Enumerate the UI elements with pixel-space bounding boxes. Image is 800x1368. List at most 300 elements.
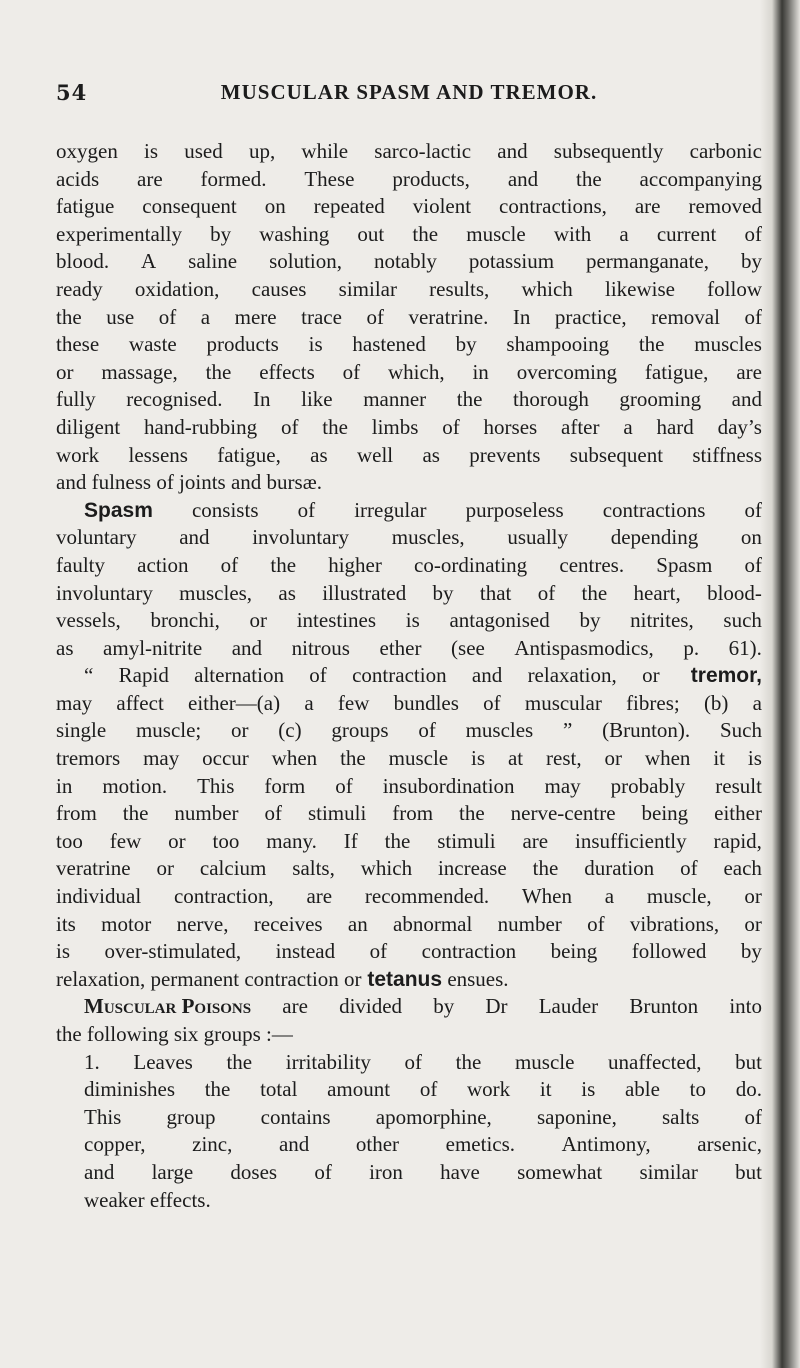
word: by — [740, 249, 762, 274]
word: p. — [683, 635, 700, 660]
word: muscle — [466, 221, 526, 246]
word: Spasm — [656, 552, 713, 577]
word: being — [550, 939, 598, 964]
word: irregular — [354, 497, 427, 522]
word: a — [604, 884, 615, 909]
word: alternation — [194, 663, 284, 688]
word: as — [310, 442, 328, 467]
text-line — [56, 276, 762, 304]
word: as — [422, 442, 440, 467]
text-line — [56, 993, 762, 1021]
text-line — [56, 580, 762, 608]
word: large — [151, 1159, 194, 1184]
word: a — [752, 690, 762, 715]
word: experimentally — [56, 221, 182, 246]
word: muscles, — [391, 525, 465, 550]
word: prevents — [469, 442, 541, 467]
word: by — [455, 332, 477, 357]
word: of — [264, 801, 282, 826]
word: the — [205, 359, 232, 384]
word: of — [404, 1049, 423, 1074]
word: either — [714, 801, 762, 826]
word: a — [619, 221, 629, 246]
bold-term: tetanus — [361, 967, 443, 991]
word: veratrine. — [408, 304, 489, 329]
word: nitrites, — [630, 608, 694, 633]
word: apomorphine, — [375, 1104, 492, 1129]
word: but — [735, 1049, 762, 1074]
word: horses — [483, 414, 538, 439]
word: contraction — [421, 939, 517, 964]
word: the — [412, 221, 439, 246]
word: products, — [392, 166, 470, 191]
word: abnormal — [393, 911, 473, 936]
text-line — [56, 331, 762, 359]
word: each — [723, 856, 762, 881]
word: by — [432, 580, 454, 605]
word: saponine, — [536, 1104, 617, 1129]
word: effects — [259, 359, 315, 384]
word: by — [433, 994, 455, 1019]
word: amyl-nitrite — [103, 635, 203, 660]
word: illustrated — [322, 580, 407, 605]
word: the — [322, 414, 348, 439]
word: usually — [507, 525, 569, 550]
word: is — [56, 939, 71, 964]
word: or — [744, 884, 762, 909]
word: co-ordinating — [414, 552, 528, 577]
word: acids — [56, 166, 100, 191]
word: well — [356, 442, 394, 467]
word: causes — [251, 276, 307, 301]
word: muscle — [388, 746, 449, 771]
word: These — [304, 166, 355, 191]
word: is — [747, 746, 762, 771]
word: of — [744, 1104, 762, 1129]
text-line — [56, 745, 762, 773]
word: of — [744, 497, 762, 522]
text-line — [56, 911, 762, 939]
word: is — [581, 1077, 596, 1102]
word: rest, — [546, 746, 582, 771]
word: oxidation, — [134, 276, 220, 301]
word: it — [539, 1077, 552, 1102]
word: intestines — [296, 608, 377, 633]
word: muscles — [694, 332, 762, 357]
word: hard — [656, 414, 694, 439]
word: few — [109, 828, 142, 853]
word: are — [736, 359, 762, 384]
word: voluntary — [56, 525, 137, 550]
word: work — [467, 1077, 511, 1102]
word: of — [419, 1077, 438, 1102]
word: waste — [128, 332, 177, 357]
text-line — [56, 1187, 762, 1215]
word: stimuli — [307, 801, 367, 826]
word: thorough — [513, 387, 589, 412]
word: instead — [275, 939, 336, 964]
word: accompanying — [639, 166, 762, 191]
word: of — [744, 552, 762, 577]
word: and — [179, 525, 210, 550]
text-line — [56, 359, 762, 387]
word: 61). — [728, 635, 762, 660]
word: contains — [260, 1104, 331, 1129]
word: followed — [631, 939, 707, 964]
word: the — [455, 1049, 482, 1074]
word: like — [301, 387, 333, 412]
text-line — [56, 966, 762, 994]
word: are — [282, 994, 308, 1019]
word: total — [260, 1077, 298, 1102]
word: amount — [327, 1077, 391, 1102]
word: nitrous — [291, 635, 350, 660]
word: or — [231, 718, 249, 743]
word: too — [56, 828, 83, 853]
word: similar — [338, 276, 397, 301]
page-edge-shadow — [760, 0, 800, 1368]
word: formed. — [200, 166, 267, 191]
word: an — [347, 911, 368, 936]
word: by — [579, 608, 601, 633]
word: vessels, — [56, 608, 121, 633]
word: calcium — [199, 856, 267, 881]
word: Leaves — [133, 1049, 193, 1074]
text-line — [56, 773, 762, 801]
word: in — [56, 773, 73, 798]
word: consequent — [142, 194, 237, 219]
word: into — [729, 994, 762, 1019]
word: insufficiently — [575, 828, 687, 853]
word: are — [634, 194, 661, 219]
word: after — [561, 414, 600, 439]
word: of — [297, 497, 316, 522]
word: from — [56, 801, 97, 826]
word: of — [418, 718, 436, 743]
word: copper, — [84, 1132, 146, 1157]
text-line — [56, 138, 762, 166]
word: antagonised — [449, 608, 550, 633]
word: In — [512, 304, 531, 329]
word: motion. — [102, 773, 168, 798]
text-line — [56, 662, 762, 690]
word: either—(a) — [188, 690, 281, 715]
word: fatigue — [56, 194, 115, 219]
word: (c) — [278, 718, 302, 743]
word: as — [278, 580, 296, 605]
word: and — [471, 663, 503, 688]
word: notably — [373, 249, 437, 274]
word: while — [301, 139, 349, 163]
text-line — [56, 414, 762, 442]
word: the — [459, 801, 485, 826]
word: (Brunton). — [602, 718, 691, 743]
word: Such — [719, 718, 762, 743]
word: are — [137, 166, 163, 191]
text-line — [56, 304, 762, 332]
word: diminishes — [84, 1077, 176, 1102]
word: insubordination — [382, 773, 515, 798]
text-line — [56, 221, 762, 249]
word: probably — [610, 773, 686, 798]
word: work — [56, 442, 100, 467]
word: salts, — [292, 856, 335, 881]
bold-term: tremor, — [684, 664, 762, 688]
word: up, — [248, 139, 276, 163]
text-line — [56, 193, 762, 221]
word: and — [507, 166, 539, 191]
word: with — [553, 221, 592, 246]
word: current — [656, 221, 717, 246]
word: rapid, — [713, 828, 762, 853]
word: may — [143, 746, 180, 771]
word: (see — [451, 635, 485, 660]
word: hand-rubbing — [143, 414, 258, 439]
word: lessens — [128, 442, 188, 467]
word: higher — [328, 552, 382, 577]
word: hastened — [352, 332, 426, 357]
word: ” — [563, 718, 573, 743]
word: on — [740, 525, 762, 550]
word: of — [366, 304, 384, 329]
word: of — [483, 690, 501, 715]
word: consists — [191, 497, 259, 522]
word: contraction — [352, 663, 447, 688]
word: recommended. — [364, 884, 490, 909]
word: its — [56, 911, 76, 936]
word: In — [253, 387, 271, 412]
word: single — [56, 718, 107, 743]
text-line — [56, 1076, 762, 1104]
text-line — [56, 524, 762, 552]
word: of — [158, 304, 177, 329]
word: unaffected, — [608, 1049, 702, 1074]
word: removed — [688, 194, 762, 219]
word: manner — [363, 387, 427, 412]
word: vibrations, — [629, 911, 720, 936]
word: blood- — [707, 580, 762, 605]
word: the — [204, 1077, 231, 1102]
word: sarco-lactic — [374, 139, 472, 163]
word: individual — [56, 884, 142, 909]
word: (b) — [703, 690, 729, 715]
line-text: the following six groups :— — [56, 1022, 293, 1046]
word: ready — [56, 276, 103, 301]
text-line — [56, 1104, 762, 1132]
word: muscle, — [646, 884, 712, 909]
word: diligent — [56, 414, 121, 439]
word: group — [166, 1104, 216, 1129]
word: involuntary — [56, 580, 153, 605]
word: faulty — [56, 552, 105, 577]
text-line — [56, 800, 762, 828]
word: “ — [84, 663, 94, 688]
word: of — [335, 773, 353, 798]
word: of — [342, 359, 361, 384]
word: such — [723, 608, 762, 633]
word: to — [689, 1077, 707, 1102]
word: irritability — [285, 1049, 371, 1074]
word: may — [544, 773, 581, 798]
word: practice, — [554, 304, 627, 329]
line-text: relaxation, permanent contraction or — [56, 966, 362, 991]
word: or — [744, 911, 762, 936]
word: are — [522, 828, 549, 853]
word: muscle; — [135, 718, 202, 743]
word: potassium — [468, 249, 555, 274]
word: stiffness — [692, 442, 762, 467]
word: the — [56, 304, 82, 329]
run-in-heading: Muscular Poisons — [84, 994, 252, 1019]
word: contractions, — [499, 194, 607, 219]
word: muscles, — [179, 580, 253, 605]
text-line — [56, 690, 762, 718]
word: iron — [369, 1159, 403, 1184]
word: these — [56, 332, 100, 357]
word: mere — [234, 304, 277, 329]
text-line — [56, 469, 762, 497]
word: in — [472, 359, 489, 384]
word: number — [497, 911, 562, 936]
word: able — [624, 1077, 660, 1102]
word: the — [270, 552, 297, 577]
word: depending — [610, 525, 699, 550]
word: permanganate, — [585, 249, 710, 274]
word: removal — [651, 304, 720, 329]
word: receives — [253, 911, 323, 936]
word: Antimony, — [561, 1132, 651, 1157]
word: heart, — [633, 580, 681, 605]
running-title: MUSCULAR SPASM AND TREMOR. — [220, 80, 598, 104]
text-line — [56, 717, 762, 745]
word: This — [84, 1104, 122, 1129]
word: which — [360, 856, 413, 881]
word: and — [731, 387, 762, 412]
word: 1. — [84, 1049, 100, 1074]
word: Antispasmodics, — [514, 635, 654, 660]
word: fatigue, — [217, 442, 281, 467]
word: have — [440, 1159, 480, 1184]
word: This — [197, 773, 235, 798]
word: nerve-centre — [510, 801, 616, 826]
word: of — [369, 939, 388, 964]
word: which, — [388, 359, 445, 384]
word: trace — [301, 304, 342, 329]
word: the — [340, 746, 366, 771]
word: of — [314, 1159, 332, 1184]
word: is — [471, 746, 486, 771]
word: limbs — [371, 414, 419, 439]
word: saline — [188, 249, 238, 274]
word: number — [174, 801, 239, 826]
word: of — [587, 911, 605, 936]
word: by — [740, 939, 762, 964]
word: muscular — [524, 690, 602, 715]
word: salts — [662, 1104, 700, 1129]
word: oxygen — [56, 139, 118, 163]
word: When — [521, 884, 573, 909]
text-line — [56, 248, 762, 276]
text-line — [56, 607, 762, 635]
text-line — [56, 883, 762, 911]
word: it — [713, 746, 725, 771]
body-text — [56, 138, 762, 1214]
text-line — [56, 442, 762, 470]
word: on — [264, 194, 286, 219]
word: Lauder — [538, 994, 599, 1019]
line-text: weaker effects. — [84, 1187, 211, 1212]
word: of — [537, 580, 556, 605]
word: grooming — [619, 387, 702, 412]
word: being — [641, 801, 689, 826]
word: occur — [202, 746, 249, 771]
text-line — [56, 1049, 762, 1077]
word: zinc, — [192, 1132, 233, 1157]
word: and — [231, 635, 263, 660]
word: the — [226, 1049, 253, 1074]
word: massage, — [101, 359, 178, 384]
word: the — [456, 387, 483, 412]
word: as — [56, 635, 74, 660]
word: similar — [639, 1159, 698, 1184]
word: Dr — [485, 994, 508, 1019]
word: used — [184, 139, 223, 163]
word: when — [644, 746, 691, 771]
text-line — [56, 1159, 762, 1187]
word: solution, — [269, 249, 342, 274]
word: is — [308, 332, 323, 357]
word: many. — [266, 828, 317, 853]
word: violent — [412, 194, 472, 219]
word: blood. — [56, 249, 110, 274]
word: is — [144, 139, 159, 163]
word: fibres; — [626, 690, 680, 715]
word: motor — [101, 911, 152, 936]
text-line — [56, 497, 762, 525]
word: A — [141, 249, 157, 274]
word: do. — [735, 1077, 762, 1102]
word: somewhat — [517, 1159, 603, 1184]
line-text-after: ensues. — [442, 966, 509, 991]
word: form — [264, 773, 306, 798]
word: doses — [230, 1159, 278, 1184]
word: the — [638, 332, 665, 357]
word: If — [343, 828, 358, 853]
word: of — [442, 414, 460, 439]
page-number: 54 — [56, 80, 88, 105]
word: of — [744, 304, 762, 329]
word: of — [309, 663, 327, 688]
word: of — [220, 552, 239, 577]
word: subsequent — [569, 442, 664, 467]
word: other — [355, 1132, 400, 1157]
text-line — [56, 635, 762, 663]
word: a — [200, 304, 211, 329]
word: tremors — [56, 746, 121, 771]
word: fully — [56, 387, 96, 412]
word: or — [604, 746, 622, 771]
page-header — [56, 80, 762, 110]
word: Brunton — [629, 994, 699, 1019]
line-text: and fulness of joints and bursæ. — [56, 470, 322, 495]
word: the — [576, 166, 602, 191]
word: too — [212, 828, 240, 853]
text-line — [56, 855, 762, 883]
word: the — [581, 580, 608, 605]
word: of — [744, 221, 762, 246]
word: over-stimulated, — [104, 939, 242, 964]
word: result — [715, 773, 762, 798]
